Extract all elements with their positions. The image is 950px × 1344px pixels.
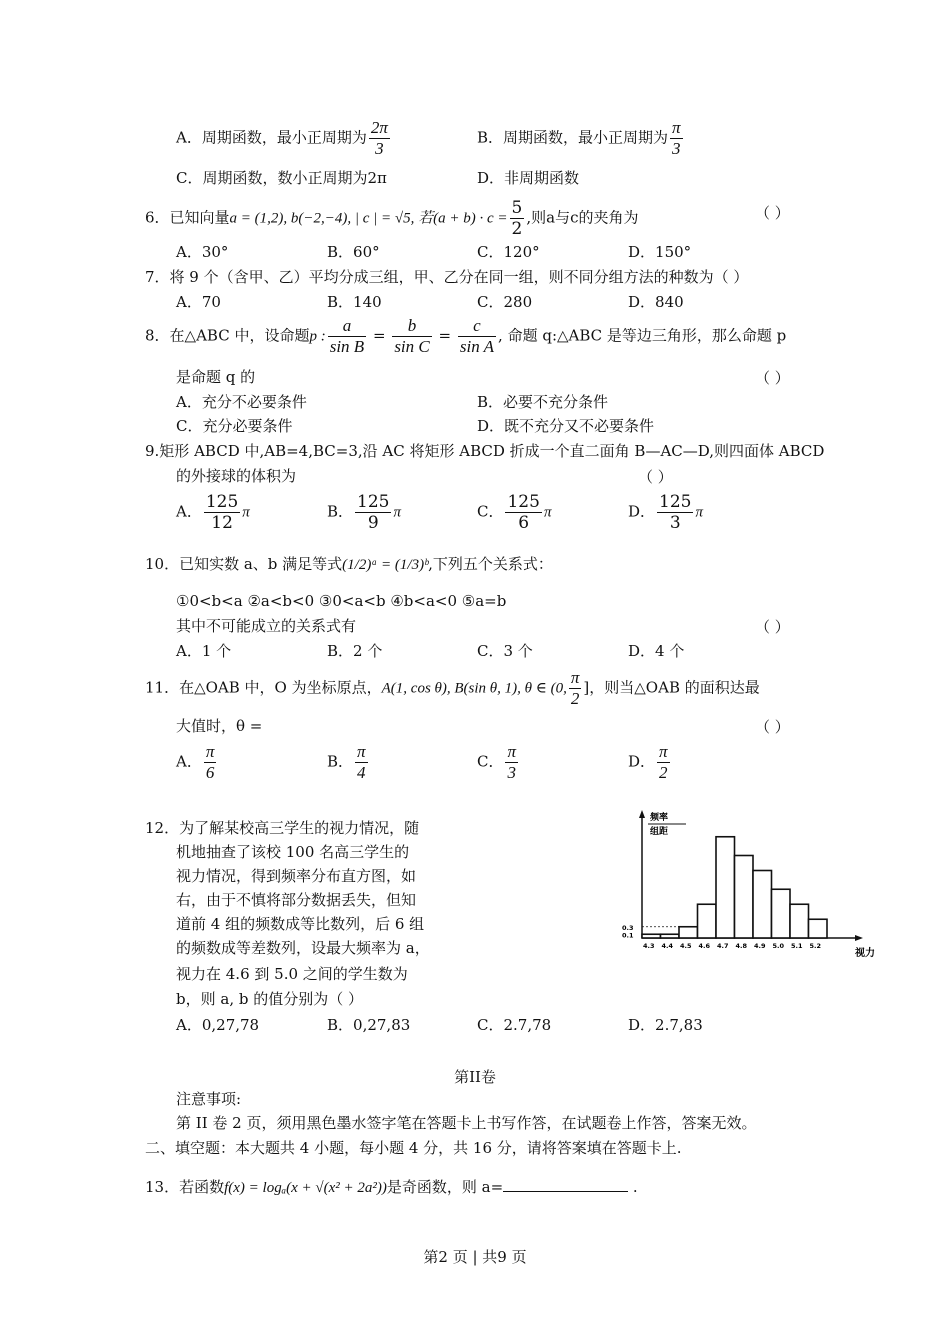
histogram-bar (809, 919, 828, 938)
q11-expression: A(1, cos θ), B(sin θ, 1), θ ∈ (0, (381, 680, 567, 697)
q8-option-b: B．必要不充分条件 (477, 393, 609, 411)
q5-option-b-text: B．周期函数，最小正周期为 (477, 128, 669, 147)
q10-option-d: D．4 个 (628, 642, 685, 660)
q12-option-d: D．2.7,83 (628, 1016, 703, 1034)
q10-relations: ①0<b<a ②a<b<0 ③0<a<b ④b<a<0 ⑤a=b (176, 592, 507, 610)
q9-stem-line2: 的外接球的体积为 (176, 467, 297, 485)
y-axis-label: 频率 (650, 813, 669, 823)
q8-p-label: p : (309, 328, 326, 345)
q5-option-d: D．非周期函数 (477, 169, 580, 187)
q10-stem-prefix: 10．已知实数 a、b 满足等式 (145, 555, 343, 573)
q12-line-4: 右，由于不慎将部分数据丢失，但知 (176, 891, 417, 909)
q11-option-b: B． $\frac{\pi}{4}$ (327, 742, 366, 782)
q13-answer-blank[interactable] (503, 1177, 628, 1192)
q9-option-d-fraction: $\frac{125}{3}$ (659, 492, 692, 533)
q12-option-a: A．0,27,78 (176, 1016, 260, 1034)
q11-option-d: D． $\frac{\pi}{2}$ (628, 742, 668, 782)
q6-option-b: B．60° (327, 243, 380, 261)
q8-fraction-3: $\frac{c}{\text{sin A}}$ (459, 316, 495, 356)
y-axis-label-denominator: 组距 (650, 827, 669, 837)
q7-option-c: C．280 (477, 293, 533, 311)
x-tick-label: 5.1 (791, 942, 803, 950)
q9-option-d: D． $\frac{125}{3}$ π (628, 492, 703, 533)
q9-option-c: C． $\frac{125}{6}$ π (477, 492, 552, 533)
q8-fraction-2: $\frac{b}{\text{sin C}}$ (394, 316, 430, 356)
histogram-bar (790, 904, 809, 938)
q10-option-b: B．2 个 (327, 642, 383, 660)
histogram-bar (716, 837, 735, 938)
q9-option-b: B． $\frac{125}{9}$ π (327, 492, 401, 533)
q10-stem-line3: 其中不可能成立的关系式有 (176, 617, 357, 635)
q7-stem: 7．将 9 个（含甲、乙）平均分成三组，甲、乙分在同一组，则不同分组方法的种数为（ ） (145, 268, 749, 286)
histogram-bar (735, 856, 754, 939)
q11-option-a: A． $\frac{\pi}{6}$ (176, 742, 215, 782)
x-tick-label: 4.3 (643, 942, 655, 950)
q5-option-b-fraction: $\frac{\pi}{3}$ (672, 118, 681, 158)
x-tick-label: 4.8 (735, 942, 748, 950)
histogram-bar (698, 904, 717, 938)
q12-line-6: 的频数成等差数列，设最大频率为 a， (176, 939, 430, 957)
q6-stem-prefix: 6．已知向量 (145, 208, 230, 227)
q11-answer-paren: （ ） (755, 718, 790, 736)
q12-option-b: B．0,27,83 (327, 1016, 411, 1034)
x-tick-label: 4.6 (698, 942, 711, 950)
vision-frequency-histogram (620, 808, 890, 968)
y-tick-label: 0.1 (622, 931, 634, 940)
q6-option-c: C．120° (477, 243, 540, 261)
y-tick-label: 0.3 (622, 923, 634, 932)
q12-line-7: 视力在 4.6 到 5.0 之间的学生数为 (176, 965, 408, 983)
q8-answer-paren: （ ） (755, 369, 790, 387)
x-tick-label: 4.7 (717, 942, 729, 950)
q11-option-d-fraction: $\frac{\pi}{2}$ (659, 742, 668, 782)
q6-vectors: a = (1,2), b(−2,−4), | c | = √5, 若(a + b) · c = (229, 210, 508, 227)
q10-stem (145, 554, 553, 575)
x-tick-label: 4.4 (661, 942, 674, 950)
q10-option-c: C．3 个 (477, 642, 533, 660)
q12-option-c: C．2.7,78 (477, 1016, 552, 1034)
q9-stem-line1: 9.矩形 ABCD 中,AB=4,BC=3,沿 AC 将矩形 ABCD 折成一个直二面角 B—AC—D,则四面体 ABCD (145, 442, 825, 460)
q9-option-c-fraction: $\frac{125}{6}$ (507, 492, 540, 533)
section-2-heading: 二、填空题：本大题共 4 小题，每小题 4 分，共 16 分，请将答案填在答题卡上. (145, 1139, 682, 1157)
q11-stem-suffix: ]，则当△OAB 的面积达最 (583, 678, 760, 697)
q9-answer-paren: （ ） (638, 468, 673, 486)
x-tick-label: 4.5 (680, 942, 692, 950)
q11-option-c-fraction: $\frac{\pi}{3}$ (507, 742, 517, 782)
x-axis-arrow (855, 935, 863, 941)
q9-option-a: A． $\frac{125}{12}$ π (176, 492, 250, 533)
q5-option-a-text: A．周期函数，最小正周期为 (176, 128, 367, 147)
x-axis-label: 视力 (855, 948, 875, 959)
q11-option-c: C． $\frac{\pi}{3}$ (477, 742, 517, 782)
q10-stem-suffix: ,下列五个关系式： (428, 555, 553, 573)
q8-stem-suffix: , 命题 q:△ABC 是等边三角形，那么命题 p (498, 326, 787, 345)
x-tick-label: 5.2 (809, 942, 822, 950)
x-tick-label: 4.9 (754, 942, 766, 950)
q10-option-a: A．1 个 (176, 642, 232, 660)
q6-stem-suffix: ,则a与c的夹角为 (526, 208, 639, 227)
q6-answer-paren: （ ） (755, 204, 790, 222)
q6-option-d: D．150° (628, 243, 692, 261)
q12-line-2: 机地抽查了该校 100 名高三学生的 (176, 843, 410, 861)
q6-option-a: A．30° (176, 243, 229, 261)
q8-option-d: D．既不充分又不必要条件 (477, 417, 655, 435)
q12-line-5: 道前 4 组的频数成等比数列，后 6 组 (176, 915, 425, 933)
q5-option-b (477, 118, 685, 159)
q7-option-a: A．70 (176, 293, 221, 311)
q9-option-b-fraction: $\frac{125}{9}$ (357, 492, 390, 533)
q5-option-c: C．周期函数，数小正周期为2π (176, 169, 387, 187)
q12-line-8: b，则 a, b 的值分别为（ ） (176, 990, 363, 1008)
q5-option-a (176, 118, 392, 159)
histogram-bar (753, 871, 772, 939)
q11-stem-line2: 大值时，θ = (176, 717, 263, 735)
q12-line-3: 视力情况，得到频率分布直方图，如 (176, 867, 417, 885)
q8-stem-prefix: 8．在△ABC 中，设命题 (145, 326, 310, 345)
q10-expression: (1/2)ᵃ = (1/3)ᵇ (342, 557, 429, 573)
q13-expression: f(x) = logₐ(x + √(x² + 2a²)) (224, 1180, 387, 1196)
part2-title: 第II卷 (454, 1068, 496, 1086)
q11-option-b-fraction: $\frac{\pi}{4}$ (357, 742, 366, 782)
q5-option-a-fraction: $\frac{2\pi}{3}$ (370, 118, 388, 158)
y-axis-arrow (639, 810, 645, 818)
part2-notice-title: 注意事项: (176, 1090, 242, 1108)
q6-fraction: $\frac{5}{2}$ (511, 198, 523, 239)
q8-fraction-1: $\frac{a}{\text{sin B}}$ (329, 316, 365, 356)
part2-notice: 第 II 卷 2 页，须用黑色墨水签字笔在答题卡上书写作答，在试题卷上作答，答案无效。 (176, 1114, 757, 1132)
q10-answer-paren: （ ） (755, 618, 790, 636)
q11-fraction: $\frac{\pi}{2}$ (570, 668, 580, 708)
q12-line-1: 12．为了解某校高三学生的视力情况，随 (145, 819, 420, 837)
q7-option-b: B．140 (327, 293, 382, 311)
histogram-bar (772, 889, 791, 938)
histogram-bar (642, 934, 661, 938)
histogram-bar (679, 927, 698, 938)
q11-option-a-fraction: $\frac{\pi}{6}$ (205, 742, 215, 782)
q8-stem-line2: 是命题 q 的 (176, 368, 256, 386)
q6-stem (145, 198, 639, 239)
q13-stem-suffix: 是奇函数，则 a= (386, 1178, 504, 1196)
histogram-bar (661, 934, 680, 938)
q9-option-a-fraction: $\frac{125}{12}$ (205, 492, 239, 533)
q8-option-a: A．充分不必要条件 (176, 393, 307, 411)
q8-stem: 8．在△ABC 中，设命题p : $\frac{a}{\text{sin B}}$ = $\frac{b}{\text{sin C}}$ = $\frac{c}{\text{sin A}}$ , 命题 q:△ABC 是等边三角形，那么命题 p (145, 316, 787, 356)
q11-stem-prefix: 11．在△OAB 中，O 为坐标原点， (145, 678, 382, 697)
q13-stem-prefix: 13．若函数 (145, 1178, 225, 1196)
q11-stem (145, 668, 760, 709)
page-footer: 第2 页 | 共9 页 (423, 1248, 527, 1266)
q8-option-c: C．充分必要条件 (176, 417, 293, 435)
q13-stem: 13．若函数f(x) = logₐ(x + √(x² + 2a²))是奇函数，则 a= . (145, 1178, 638, 1196)
q7-option-d: D．840 (628, 293, 684, 311)
x-tick-label: 5.0 (772, 942, 785, 950)
